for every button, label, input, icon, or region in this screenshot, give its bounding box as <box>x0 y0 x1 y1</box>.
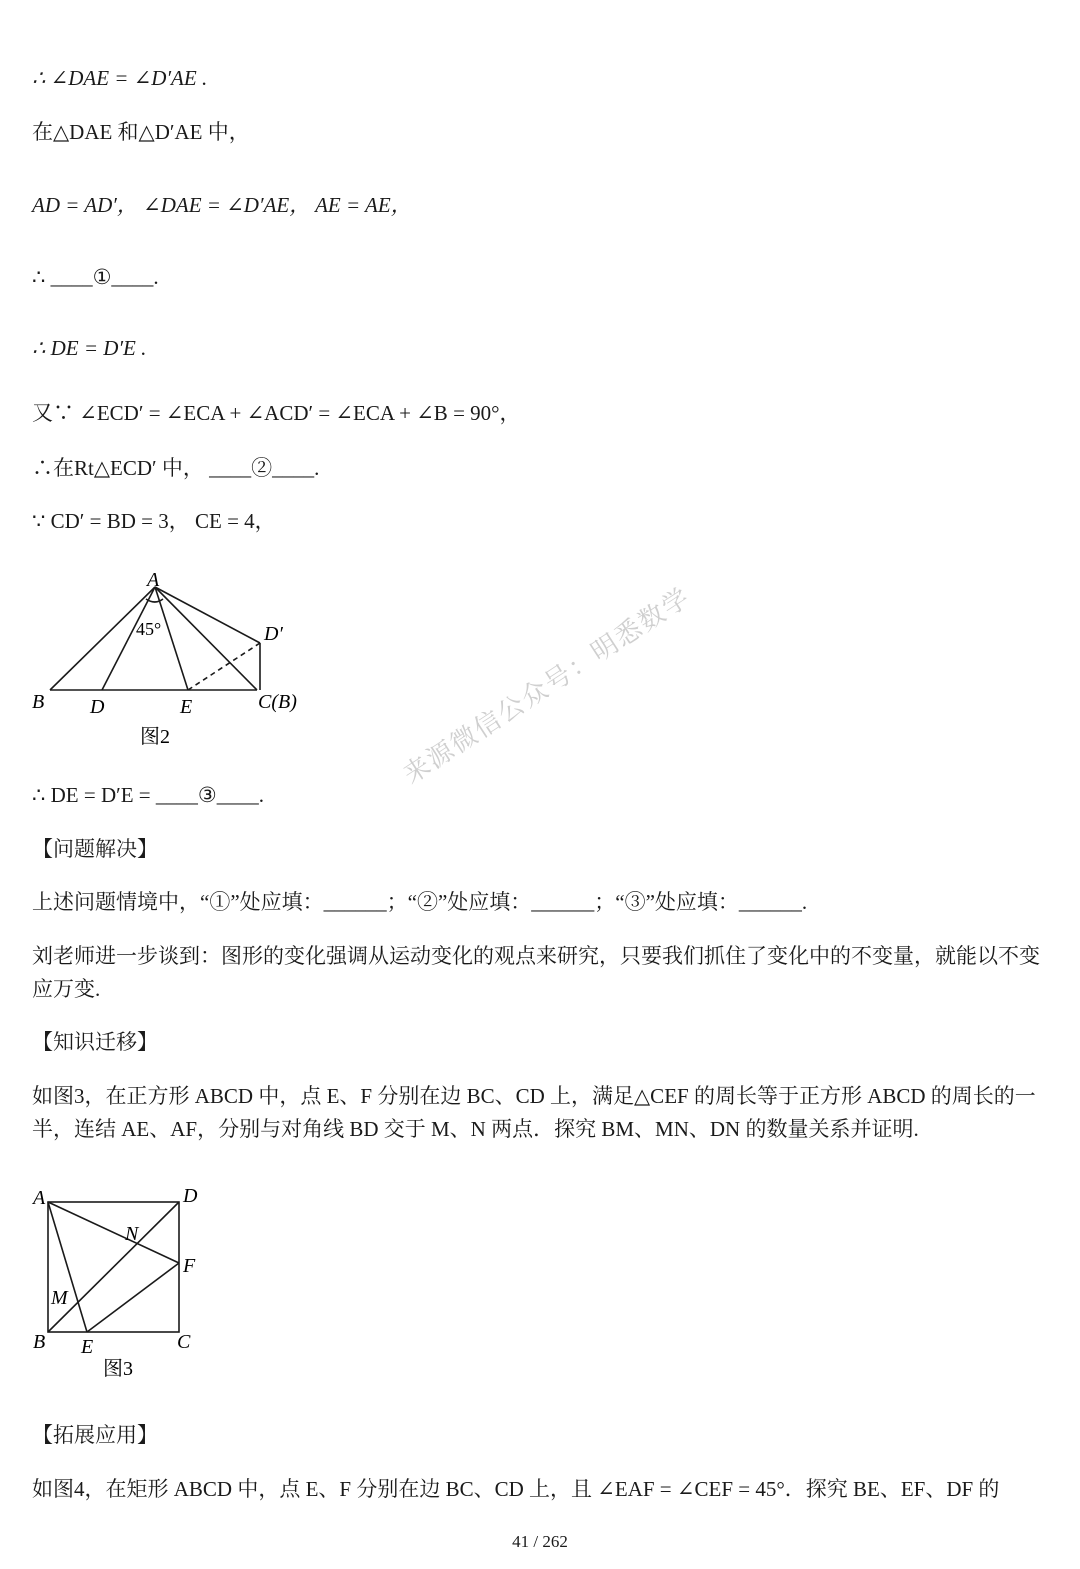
label-d: D <box>183 1185 198 1207</box>
segment-ef <box>87 1263 179 1332</box>
label-angle: 45° <box>136 619 162 639</box>
label-b: B <box>32 691 45 713</box>
figure-3 <box>25 1180 225 1390</box>
watermark: 来源微信公众号：明悉数学 <box>398 582 697 791</box>
label-e: E <box>81 1336 94 1358</box>
label-c: C(B) <box>258 691 297 713</box>
proof-line-7: ∴在Rt△ECD′ 中， ____②____. <box>32 456 320 480</box>
proof-line-9: ∴ DE = D′E = ____③____. <box>32 783 264 807</box>
label-f: F <box>183 1255 196 1277</box>
proof-line-3: AD = AD′， ∠DAE = ∠D′AE， AE = AE， <box>32 193 412 217</box>
paragraph-problem-3: 如图3，在正方形 ABCD 中，点 E、F 分别在边 BC、CD 上，满足△CEF 的周长等于正方形 ABCD 的周长的一半，连结 AE、AF，分别与对角线 BD 交于 M、N 两点．探究 BM、MN、DN 的数量关系并证明. <box>32 1084 1036 1141</box>
label-a: A <box>147 569 160 591</box>
figure-3-caption: 图3 <box>103 1358 133 1380</box>
proof-line-6: 又∵ ∠ECD′ = ∠ECA + ∠ACD′ = ∠ECA + ∠B = 90°， <box>32 401 521 425</box>
section-heading-solve: 【问题解决】 <box>32 837 158 861</box>
label-d-prime: D′ <box>264 623 283 645</box>
label-d: D <box>90 696 105 718</box>
label-b: B <box>33 1331 46 1353</box>
proof-line-2: 在△DAE 和△D′AE 中， <box>32 120 250 144</box>
label-a: A <box>33 1187 46 1209</box>
label-m: M <box>51 1287 68 1309</box>
label-n: N <box>125 1223 139 1245</box>
section-heading-extend: 【拓展应用】 <box>32 1423 158 1447</box>
paragraph-fill-blanks: 上述问题情境中，“①”处应填：______；“②”处应填：______；“③”处应填：______. <box>32 890 808 914</box>
paragraph-teacher-note: 刘老师进一步谈到：图形的变化强调从运动变化的观点来研究，只要我们抓住了变化中的不变量，就能以不变应万变. <box>32 944 1040 1001</box>
proof-line-4: ∴ ____①____. <box>32 265 159 289</box>
figure-2-caption: 图2 <box>140 726 170 748</box>
segment-af <box>48 1202 179 1263</box>
label-e: E <box>180 696 193 718</box>
page-number: 41 / 262 <box>512 1532 568 1551</box>
proof-line-8: ∵ CD′ = BD = 3， CE = 4， <box>32 509 276 533</box>
section-heading-transfer: 【知识迁移】 <box>32 1030 158 1054</box>
proof-line-5: ∴ DE = D′E . <box>32 336 147 360</box>
figure-2 <box>20 565 320 755</box>
paragraph-problem-4: 如图4，在矩形 ABCD 中，点 E、F 分别在边 BC、CD 上，且 ∠EAF = ∠CEF = 45°．探究 BE、EF、DF 的 <box>32 1477 1000 1501</box>
label-c: C <box>177 1331 191 1353</box>
segment-ac <box>155 587 257 690</box>
proof-line-1: ∴ ∠DAE = ∠D′AE . <box>32 66 208 90</box>
